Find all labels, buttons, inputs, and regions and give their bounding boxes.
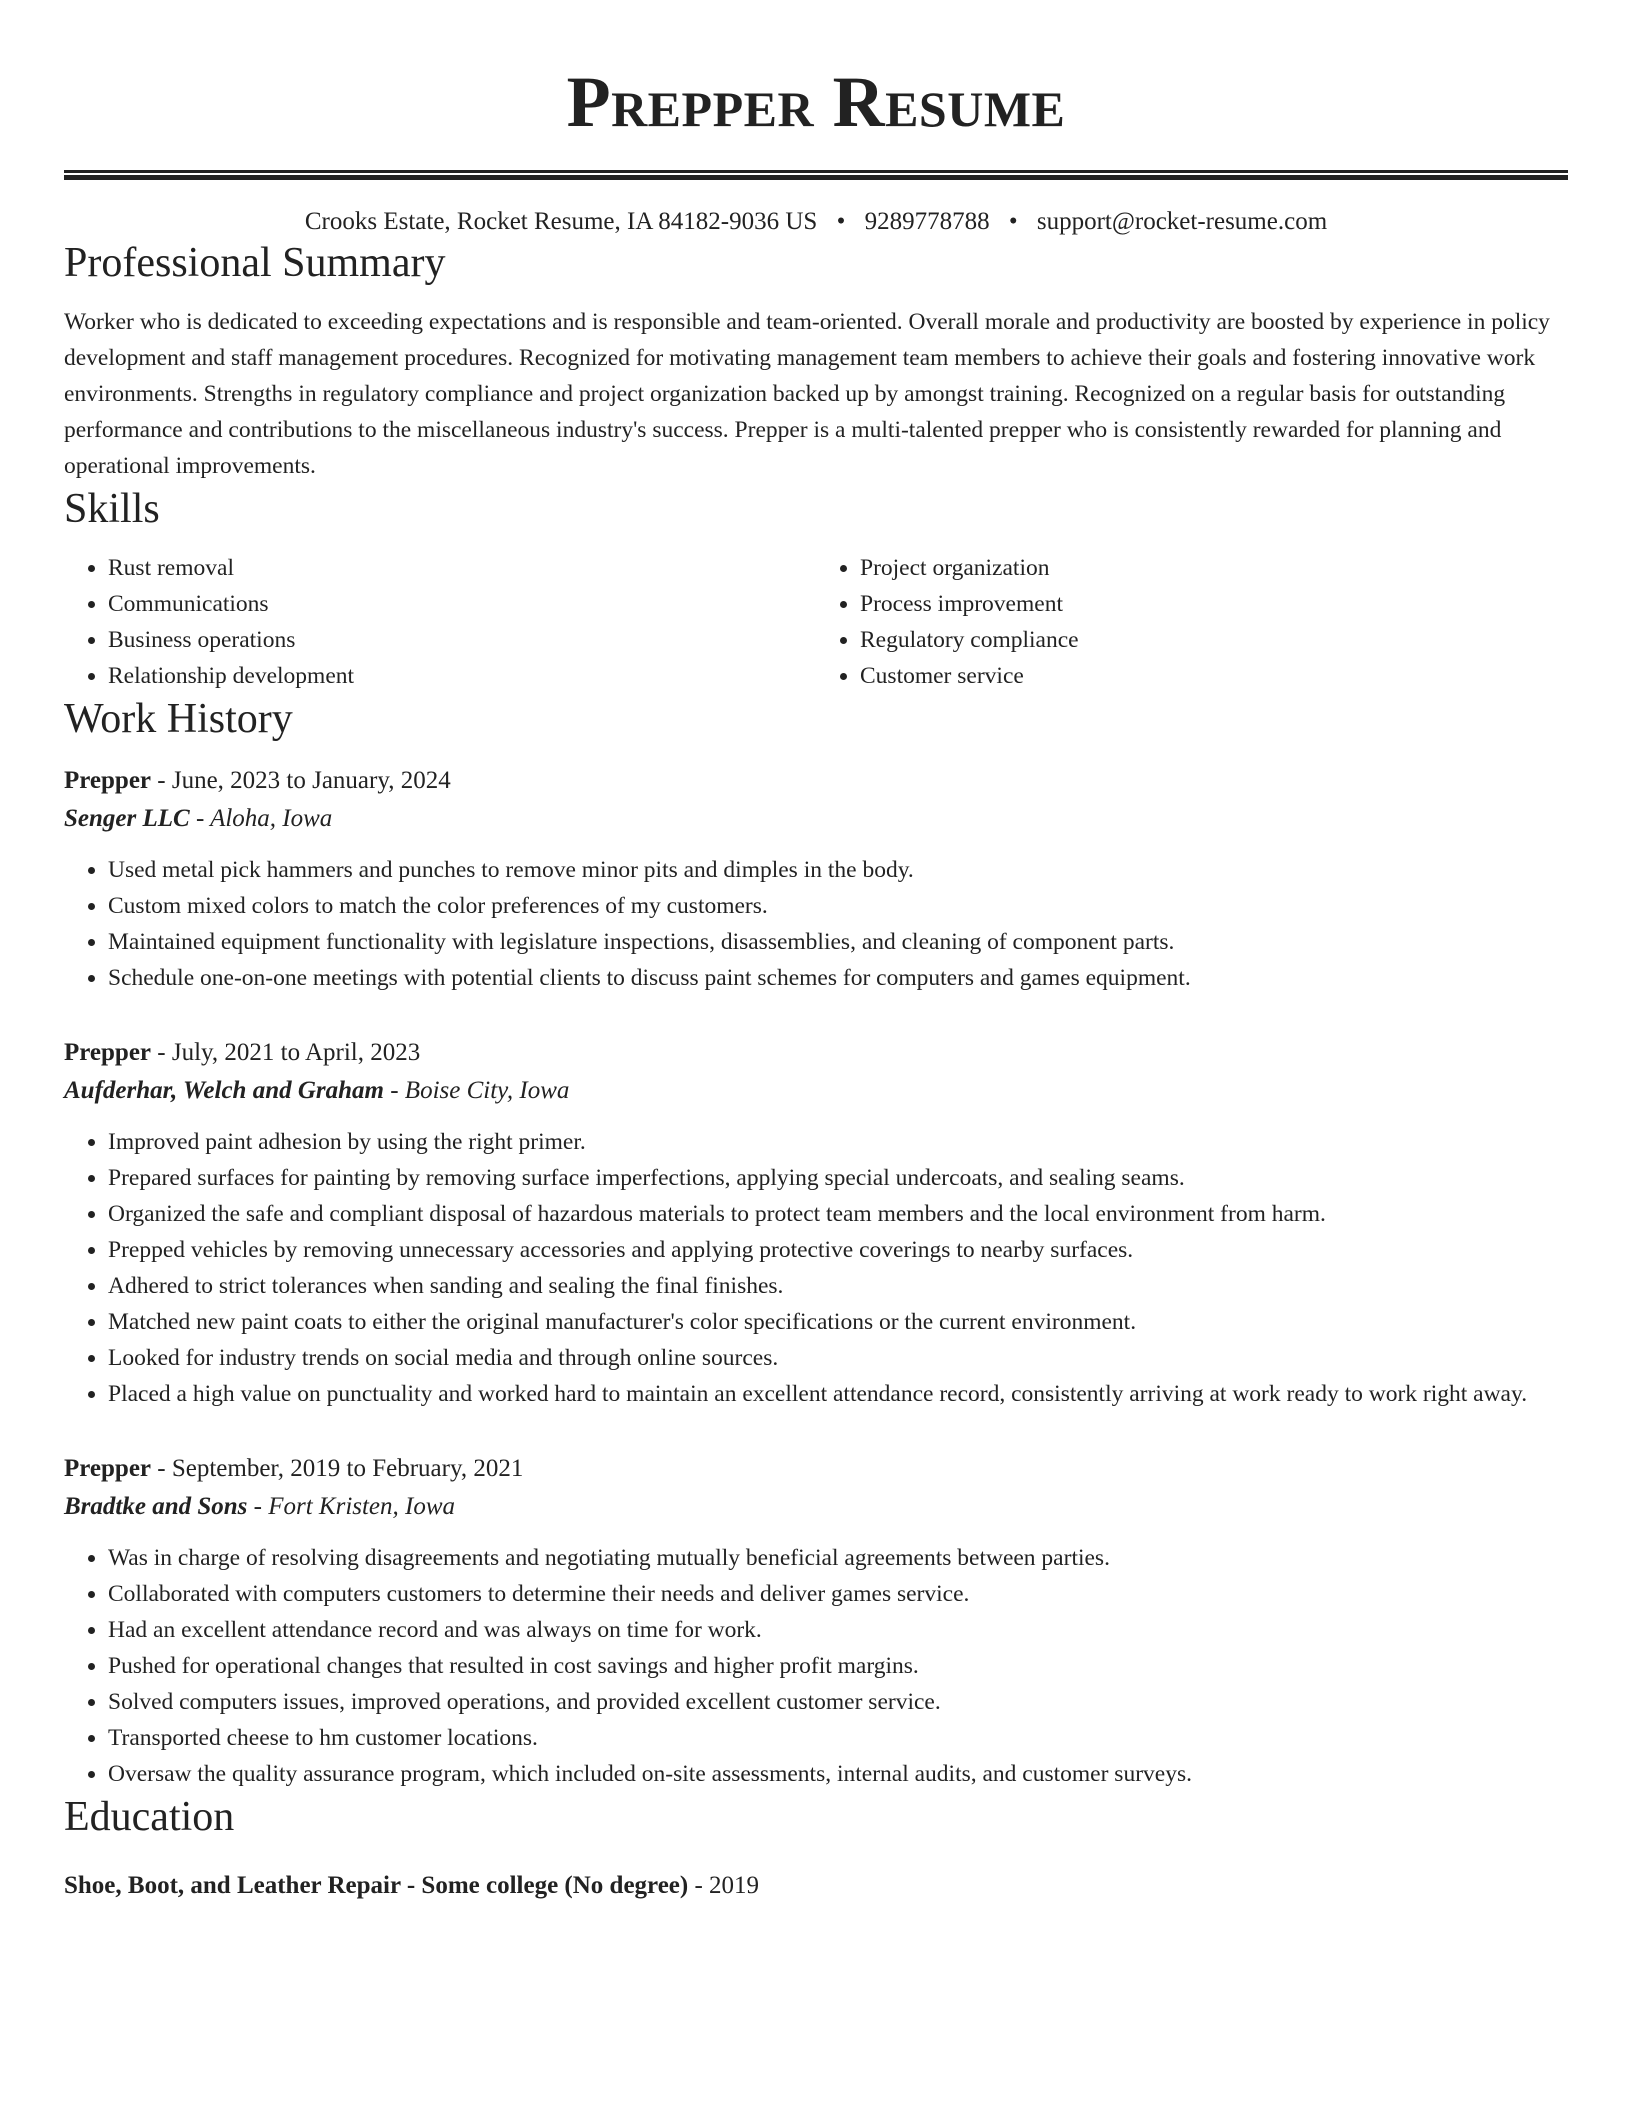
header-divider — [64, 170, 1568, 180]
job-bullet: • Matched new paint coats to either the original manufacturer's color specifications or the current environment. — [108, 1304, 1568, 1340]
job-location: - Aloha, Iowa — [189, 805, 333, 832]
skill-item: • Business operations — [108, 622, 816, 658]
job-entry — [64, 762, 1568, 996]
skill-item: • Process improvement — [860, 586, 1568, 622]
education-degree: Shoe, Boot, and Leather Repair - Some college (No degree) — [64, 1872, 689, 1899]
job-company: Aufderhar, Welch and Graham — [64, 1077, 384, 1104]
skills-list — [64, 550, 1568, 694]
skill-item: • Customer service — [860, 658, 1568, 694]
contact-separator: • — [1008, 208, 1018, 235]
job-bullet: • Used metal pick hammers and punches to remove minor pits and dimples in the body. — [108, 852, 1568, 888]
job-dates: - July, 2021 to April, 2023 — [151, 1039, 421, 1066]
job-bullet: • Prepped vehicles by removing unnecessary accessories and applying protective coverings to nearby surfaces. — [108, 1232, 1568, 1268]
job-bullet: • Solved computers issues, improved operations, and provided excellent customer service. — [108, 1684, 1568, 1720]
education-heading: Education — [64, 1794, 235, 1840]
job-bullet: • Organized the safe and compliant disposal of hazardous materials to protect team members and the local environment from harm. — [108, 1196, 1568, 1232]
contact-separator: • — [836, 208, 846, 235]
skill-item: • Relationship development — [108, 658, 816, 694]
job-bullet: • Custom mixed colors to match the color preferences of my customers. — [108, 888, 1568, 924]
job-title: Prepper — [64, 767, 152, 794]
job-company-line — [64, 800, 1568, 838]
job-company: Senger LLC — [64, 805, 190, 832]
job-bullet: • Adhered to strict tolerances when sanding and sealing the final finishes. — [108, 1268, 1568, 1304]
job-company-line — [64, 1488, 1568, 1526]
contact-address: Crooks Estate, Rocket Resume, IA 84182-9036 US — [304, 208, 818, 235]
job-bullet: • Maintained equipment functionality with legislature inspections, disassemblies, and cleaning of component parts. — [108, 924, 1568, 960]
work-history-heading: Work History — [64, 696, 293, 742]
skills-column-right — [816, 550, 1568, 694]
job-entry — [64, 1034, 1568, 1412]
job-title-line — [64, 1034, 1568, 1072]
contact-line — [64, 206, 1568, 238]
skill-item: • Project organization — [860, 550, 1568, 586]
job-bullet: • Pushed for operational changes that resulted in cost savings and higher profit margins. — [108, 1648, 1568, 1684]
job-title: Prepper — [64, 1039, 152, 1066]
job-bullet: • Looked for industry trends on social media and through online sources. — [108, 1340, 1568, 1376]
summary-text: Worker who is dedicated to exceeding expectations and is responsible and team-oriented. Overall morale and productivity are boosted by experience in policy development and staff management procedures. Recognized for motivating management team members to achieve their goals and fostering innovative work environments. Strengths in regulatory compliance and project organization backed up by amongst training. Recognized on a regular basis for outstanding performance and contributions to the miscellaneous industry's success. Prepper is a multi-talented prepper who is consistently rewarded for planning and operational improvements. — [64, 309, 1550, 479]
job-title-line — [64, 762, 1568, 800]
resume-name: Prepper Resume — [566, 62, 1066, 142]
job-dates: - September, 2019 to February, 2021 — [151, 1455, 524, 1482]
job-bullet: • Collaborated with computers customers to determine their needs and deliver games service. — [108, 1576, 1568, 1612]
contact-email: support@rocket-resume.com — [1036, 208, 1328, 235]
job-title-line — [64, 1450, 1568, 1488]
job-location: - Fort Kristen, Iowa — [247, 1493, 456, 1520]
job-bullet: • Had an excellent attendance record and was always on time for work. — [108, 1612, 1568, 1648]
skill-item: • Rust removal — [108, 550, 816, 586]
job-bullet: • Improved paint adhesion by using the right primer. — [108, 1124, 1568, 1160]
job-bullet: • Oversaw the quality assurance program, which included on-site assessments, internal audits, and customer surveys. — [108, 1756, 1568, 1792]
job-bullets — [64, 852, 1568, 996]
job-bullet: • Placed a high value on punctuality and worked hard to maintain an excellent attendance record, consistently arriving at work ready to work right away. — [108, 1376, 1568, 1412]
skill-item: • Regulatory compliance — [860, 622, 1568, 658]
education-year: - 2019 — [688, 1872, 760, 1899]
job-company: Bradtke and Sons — [64, 1493, 248, 1520]
skill-item: • Communications — [108, 586, 816, 622]
job-dates: - June, 2023 to January, 2024 — [151, 767, 451, 794]
job-entry — [64, 1450, 1568, 1792]
job-bullet: • Schedule one-on-one meetings with potential clients to discuss paint schemes for computers and games equipment. — [108, 960, 1568, 996]
job-bullets — [64, 1540, 1568, 1792]
skills-column-left — [64, 550, 816, 694]
job-company-line — [64, 1072, 1568, 1110]
skills-heading: Skills — [64, 486, 160, 532]
job-title: Prepper — [64, 1455, 152, 1482]
job-bullets — [64, 1124, 1568, 1412]
job-bullet: • Was in charge of resolving disagreements and negotiating mutually beneficial agreements between parties. — [108, 1540, 1568, 1576]
job-location: - Boise City, Iowa — [383, 1077, 570, 1104]
education-entry — [64, 1868, 1568, 1904]
summary-heading: Professional Summary — [64, 240, 446, 286]
job-bullet: • Prepared surfaces for painting by removing surface imperfections, applying special undercoats, and sealing seams. — [108, 1160, 1568, 1196]
contact-phone: 9289778788 — [864, 208, 990, 235]
job-bullet: • Transported cheese to hm customer locations. — [108, 1720, 1568, 1756]
